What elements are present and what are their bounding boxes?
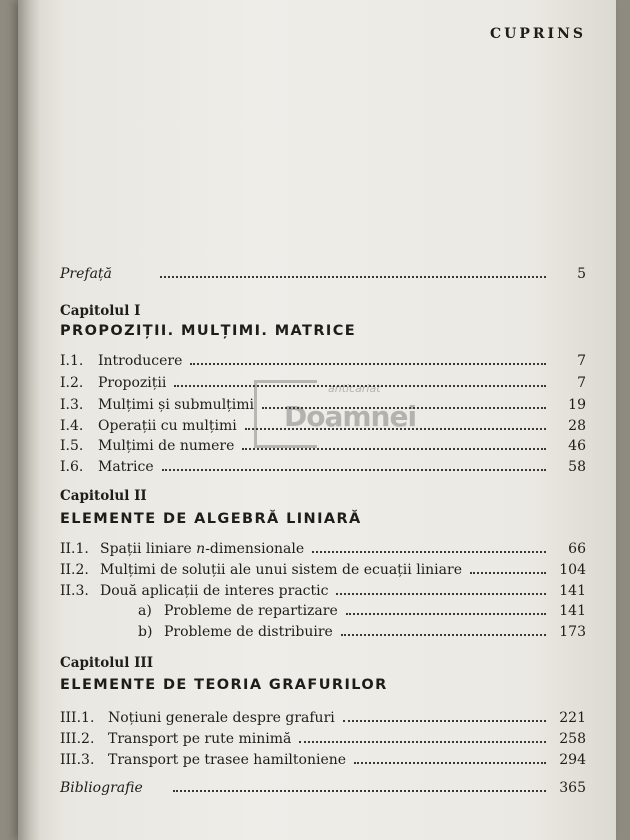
watermark-big-text: Doamnei bbox=[284, 400, 417, 433]
toc-entry-text: Operații cu mulțimi bbox=[98, 418, 237, 434]
toc-entry-number: a) bbox=[138, 603, 152, 619]
toc-page-number: 5 bbox=[577, 266, 586, 282]
toc-entry bbox=[60, 579, 586, 599]
toc-entry-preface bbox=[60, 262, 586, 282]
toc-page-number: 221 bbox=[559, 710, 586, 726]
toc-page-number: 141 bbox=[559, 583, 586, 599]
leader-dots bbox=[470, 572, 546, 574]
toc-entry-label: Bibliografie bbox=[60, 780, 143, 796]
toc-page-number: 28 bbox=[568, 418, 586, 434]
chapter-label: Capitolul III bbox=[60, 655, 154, 671]
toc-entry-text: Transport pe trasee hamiltoniene bbox=[108, 752, 347, 768]
toc-page-number: 7 bbox=[577, 353, 586, 369]
toc-page-number: 294 bbox=[559, 752, 586, 768]
toc-entry bbox=[60, 748, 586, 768]
toc-entry-text: Mulțimi și submulțimi bbox=[98, 397, 255, 413]
toc-entry-number: I.1. bbox=[60, 353, 84, 369]
toc-entry-text: Propoziții bbox=[98, 375, 167, 391]
chapter-title: ELEMENTE DE ALGEBRĂ LINIARĂ bbox=[60, 511, 362, 527]
toc-entry-number: b) bbox=[138, 624, 153, 640]
toc-entry bbox=[60, 537, 586, 557]
leader-dots bbox=[162, 469, 546, 471]
book-page bbox=[18, 0, 616, 840]
toc-page-number: 173 bbox=[559, 624, 586, 640]
toc-page-number: 46 bbox=[568, 438, 586, 454]
toc-entry-text: Două aplicații de interes practic bbox=[100, 583, 329, 599]
toc-entry-number: II.3. bbox=[60, 583, 89, 599]
toc-entry-text: Spații liniare n-dimensionale bbox=[100, 541, 305, 557]
toc-entry-number: II.1. bbox=[60, 541, 89, 557]
leader-dots bbox=[346, 613, 546, 615]
chapter-title: PROPOZIȚII. MULȚIMI. MATRICE bbox=[60, 323, 357, 339]
watermark-logo bbox=[254, 378, 417, 452]
toc-entry bbox=[60, 706, 586, 726]
page-spine-shadow bbox=[18, 0, 40, 840]
toc-entry bbox=[60, 455, 586, 475]
toc-page-number: 365 bbox=[559, 780, 586, 796]
leader-dots bbox=[299, 741, 546, 743]
toc-page-number: 7 bbox=[577, 375, 586, 391]
page-title: CUPRINS bbox=[490, 26, 586, 42]
leader-dots bbox=[160, 276, 546, 278]
chapter-label: Capitolul I bbox=[60, 303, 141, 319]
toc-entry-number: I.3. bbox=[60, 397, 84, 413]
toc-entry bbox=[60, 727, 586, 747]
toc-entry bbox=[60, 558, 586, 578]
toc-entry-label: Prefață bbox=[60, 266, 112, 282]
toc-entry bbox=[60, 349, 586, 369]
leader-dots bbox=[354, 762, 546, 764]
leader-dots bbox=[312, 551, 546, 553]
toc-subentry bbox=[138, 620, 586, 640]
toc-entry-number: III.1. bbox=[60, 710, 95, 726]
toc-page-number: 258 bbox=[559, 731, 586, 747]
chapter-label: Capitolul II bbox=[60, 488, 147, 504]
chapter-title: ELEMENTE DE TEORIA GRAFURILOR bbox=[60, 677, 388, 693]
toc-entry-number: III.2. bbox=[60, 731, 95, 747]
leader-dots bbox=[341, 634, 546, 636]
toc-entry-text: Probleme de distribuire bbox=[164, 624, 333, 640]
leader-dots bbox=[173, 790, 546, 792]
toc-entry-text: Transport pe rute minimă bbox=[108, 731, 292, 747]
toc-entry-text: Noțiuni generale despre grafuri bbox=[108, 710, 335, 726]
leader-dots bbox=[336, 593, 546, 595]
toc-page-number: 19 bbox=[568, 397, 586, 413]
toc-entry-text: Introducere bbox=[98, 353, 183, 369]
toc-entry-number: I.5. bbox=[60, 438, 84, 454]
toc-entry-text: Mulțimi de numere bbox=[98, 438, 235, 454]
toc-page-number: 141 bbox=[559, 603, 586, 619]
toc-entry-text: Probleme de repartizare bbox=[164, 603, 338, 619]
toc-page-number: 58 bbox=[568, 459, 586, 475]
toc-entry-number: I.4. bbox=[60, 418, 84, 434]
watermark-small-text: anticariat bbox=[328, 382, 381, 395]
toc-entry-text: Matrice bbox=[98, 459, 154, 475]
toc-entry-number: I.2. bbox=[60, 375, 84, 391]
toc-subentry bbox=[138, 599, 586, 619]
leader-dots bbox=[190, 363, 546, 365]
toc-entry-number: III.3. bbox=[60, 752, 95, 768]
toc-entry-number: II.2. bbox=[60, 562, 89, 578]
toc-page-number: 66 bbox=[568, 541, 586, 557]
toc-entry-text: Mulțimi de soluții ale unui sistem de ecuații liniare bbox=[100, 562, 462, 578]
toc-page-number: 104 bbox=[559, 562, 586, 578]
leader-dots bbox=[343, 720, 546, 722]
toc-entry-bibliography bbox=[60, 776, 586, 796]
toc-entry-number: I.6. bbox=[60, 459, 84, 475]
